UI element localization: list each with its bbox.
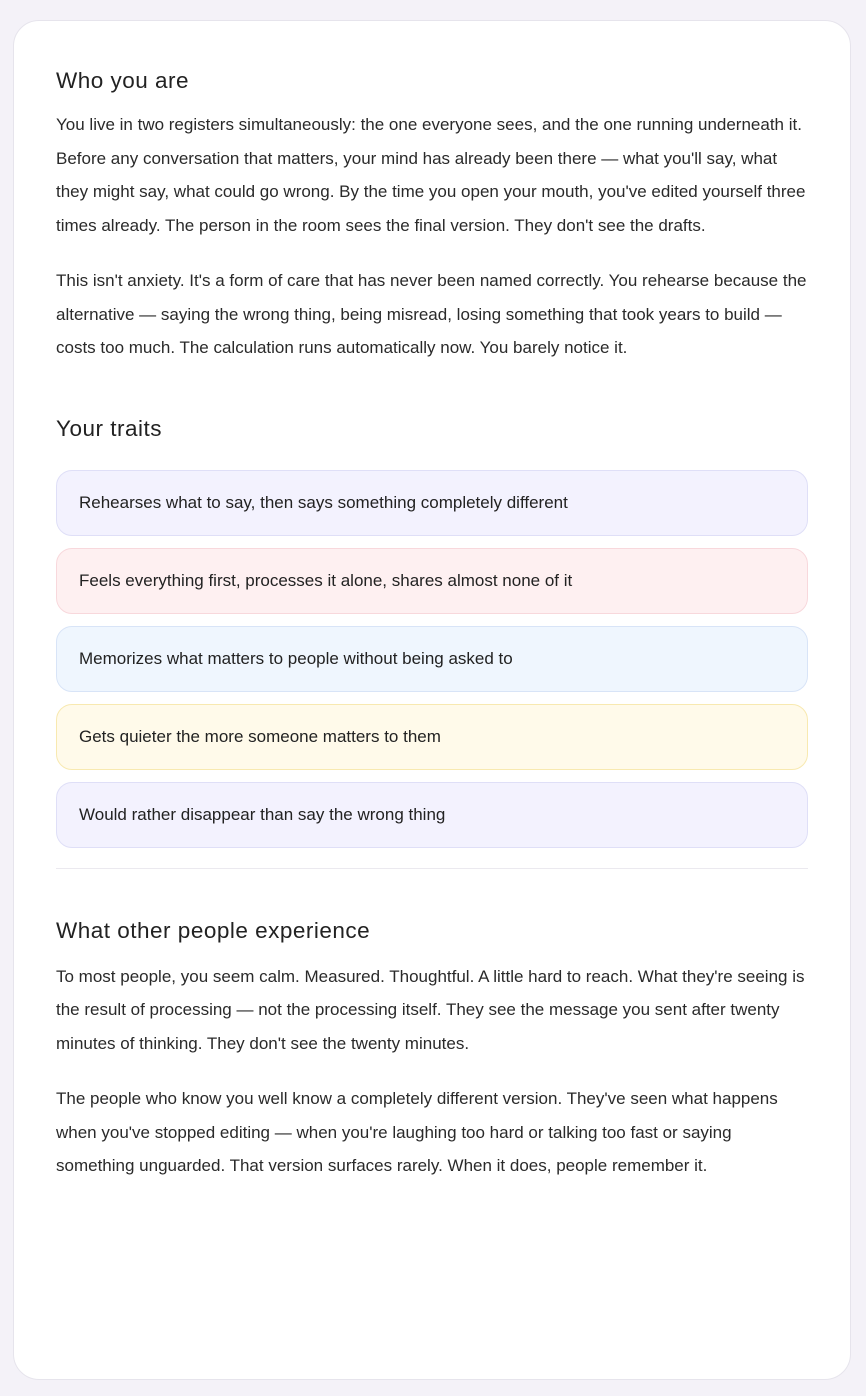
trait-item: Feels everything first, processes it alone, shares almost none of it xyxy=(56,548,808,614)
paragraph: This isn't anxiety. It's a form of care that has never been named correctly. You rehearse because the alternative — saying the wrong thing, being misread, losing something that took years to build — costs too much. The calculation runs automatically now. You barely notice it. xyxy=(56,271,807,357)
traits-list xyxy=(56,470,808,848)
divider xyxy=(56,868,808,869)
trait-item: Memorizes what matters to people without being asked to xyxy=(56,626,808,692)
others-section xyxy=(56,916,808,1183)
paragraph: The people who know you well know a completely different version. They've seen what happens when you've stopped editing — when you're laughing too hard or talking too fast or saying something unguarded. That version surfaces rarely. When it does, people remember it. xyxy=(56,1089,778,1175)
who-you-are-section xyxy=(56,66,808,365)
paragraph: To most people, you seem calm. Measured. Thoughtful. A little hard to reach. What they're seeing is the result of processing — not the processing itself. They see the message you sent after twenty minutes of thinking. They don't see the twenty minutes. xyxy=(56,966,805,1053)
trait-item: Gets quieter the more someone matters to them xyxy=(56,704,808,770)
trait-item: Would rather disappear than say the wrong thing xyxy=(56,782,808,848)
paragraph: You live in two registers simultaneously: the one everyone sees, and the one running underneath it. Before any conversation that matters, your mind has already been there — what you'll say, what they might say, what could go wrong. By the time you open your mouth, you've edited yourself three times already. The person in the room sees the final version. They don't see the drafts. xyxy=(56,115,806,235)
traits-section xyxy=(56,414,808,848)
section-heading: Who you are xyxy=(56,68,190,93)
section-heading: Your traits xyxy=(56,415,162,441)
trait-item: Rehearses what to say, then says something completely different xyxy=(56,470,808,536)
section-heading: What other people experience xyxy=(56,917,371,943)
profile-card xyxy=(13,20,851,1380)
